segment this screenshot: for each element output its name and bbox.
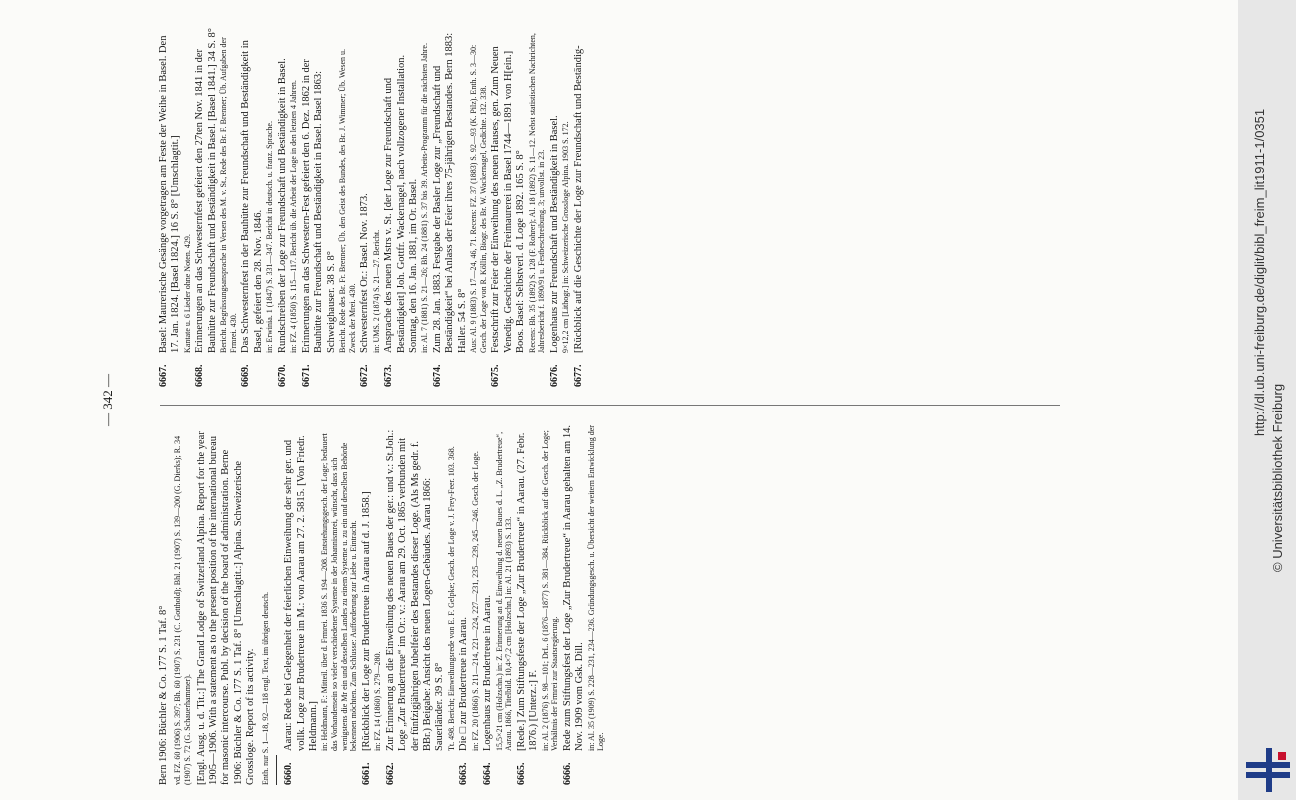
entry-note: Bericht. Begrüssungsansprache in Versen des M. v. St., Rede des Br. F. Brenner; Üb. Aufgaben der Frmrei. 430.: [219, 37, 238, 353]
logo-bar: [1266, 748, 1272, 792]
bibliography-entry: [359, 27, 381, 387]
entry-title: [Rede.] Zum Stiftungsfeste der Loge „Zur Brudertreue“ in Aarau. (27. Febr. 1876.) [Unterz.:] F.: [516, 432, 540, 751]
entry-title: Schwesternfest Or.: Basel. Nov. 1873.: [359, 193, 371, 353]
entry-number: 6666.: [562, 762, 574, 785]
entry-number: 6664.: [482, 762, 494, 785]
entry-number: 6670.: [276, 364, 288, 387]
entry-note: in: UMS. 2 (1874) S. 21—27. Bericht.: [371, 229, 381, 353]
entry-number: 6667.: [158, 364, 169, 387]
bibliography-entry: [490, 27, 546, 387]
entry-title: Aarau: Rede bei Gelegenheit der feierlichen Einweihung der sehr ger. und vollk. Loge zur Brudertreue im M.: von Aarau am 27. 2. 5815. [Von Friedr. Heldmann.]: [283, 435, 320, 751]
logo-dot: [1278, 752, 1286, 760]
bibliography-entry: [516, 425, 560, 785]
bibliography-entry: [573, 27, 585, 387]
entry-title: Erinnerungen an das Schwesternfest gefeiert den 27ten Nov. 1841 in der Bauhütte zur Freundschaft und Beständigkeit in Basel. [Basel 1841.] 34 S. 8°: [194, 28, 218, 353]
bibliography-entry: [562, 425, 606, 785]
entry-title: [Rückblick auf die Geschichte der Loge zur Freundschaft und Beständig-: [572, 45, 584, 353]
section-divider: [276, 755, 277, 785]
library-logo-icon: [1246, 748, 1290, 792]
source-url-link[interactable]: http://dl.ub.uni-freiburg.de/diglit/bibl_freim_lit1911-1/0351: [1252, 108, 1267, 436]
bibliography-entry: [549, 27, 571, 387]
entry-note: in: FZ. 14 (1860) S. 279—280.: [373, 651, 383, 751]
entry-number: 6662.: [384, 762, 396, 785]
entry-note: in: Al. 35 (1909) S. 228—231, 234—236. Gründungsgesch. u. Übersicht der weitern Entwicklung der Loge.: [586, 425, 606, 751]
bibliography-entry: [383, 27, 430, 387]
entry-number: 6663.: [458, 762, 470, 785]
entry-number: 6674.: [432, 364, 444, 387]
bibliography-entry: [194, 27, 238, 387]
entry-title: Zur Erinnerung an die Einweihung des neuen Baues der ger.: und v.: St.Joh.: Loge „Zur Brudertreue“ im Or.: v.: Aarau am 29. Oct. 1865 verbunden mit der fünfzigjährigen Jubelfeier des Bestandes dieser Loge. (Als Ms gedr. f. BBr.) Beigabe: Ansicht des neuen Logen-Gebäudes. Aarau 1866: Sauerländer. 39 S. 8°: [384, 429, 446, 751]
bibliography-entry: [385, 425, 457, 785]
preceding-text: Bern 1906: Büchler & Co. 177 S. 1 Taf. 8°: [158, 605, 169, 785]
entry-note: Recens: Bh. 35 (1892) S. 128 (F. Rohrer); Al. 18 (1892) S. 11—12. Nebst statistischen Nachrichten, Jahresbericht f. 1890/91 u. Festbeschreibung. 3; unvollst. in 23.: [527, 33, 547, 353]
entry-note: in: Al. 7 (1881) S. 21—26; Bh. 24 (1881) S. 37 bis 39. Arbeits-Programm für die nächsten Jahre.: [420, 43, 430, 353]
entry-note: in: Heldmann, F.: Mitteil. über d. Frmrei. 1836 S. 194—208. Entstehungsgesch. der Loge; bedauert das Vorhandensein so vieler verschiedener Systeme in der Johannismrei, wünscht, dass sich wenigstens die Mr ein und desselben Landes zu einem Systeme u. zu ein und derselben Behörde bekennen möchten. Zum Schlusse: Aufforderung zur Liebe u. Eintracht.: [320, 433, 359, 751]
entry-title: Festschrift zur Feier der Einweihung des neuen Hauses, gen. Zum Neuen Venedig. Geschichte der Freimaurerei in Basel 1744—1891 von H[ein.] Boos. Basel: Selbstverl. d. Loge 1892. 165 S. 8°: [490, 46, 527, 353]
bibliography-entry: [301, 27, 357, 387]
bibliography-entry: [458, 425, 480, 785]
preceding-text: [Engl. Ausg. u. d. Tit.:] The Grand Lodge of Switzerland Alpina. Report for the year 1905—1906. With a statement as to the present position of the international bureau for masonic intercourse. Publ. by decision of the board of administration. Berne 1906: Büchler & Co. 177 S. 1 Taf. 8° [Umschlagtit.:] Alpina. Schweizerische Grossloge. Report of its activity.: [195, 431, 257, 785]
entry-title: Rundschreiben der Loge zur Freundschaft und Beständigkeit in Basel.: [276, 58, 288, 353]
entry-number: 6661.: [360, 762, 372, 785]
bibliography-entry: [361, 425, 383, 785]
entry-title: Logenhaus zur Freundschaft und Beständigkeit in Basel.: [548, 115, 560, 353]
entry-title: [Rückblick der Loge zur Brudertreue in Aarau auf d. J. 1858.]: [360, 491, 372, 751]
right-column: [158, 27, 587, 387]
preceding-note: Enth. nur S. 1—18, 92—118 engl. Text, im übrigen deutsch.: [260, 592, 270, 785]
entry-number: 6665.: [516, 762, 528, 785]
entry-note: Bericht. Rede des Br. Fr. Brenner; Üb. den Geist des Bundes, des Br. J. Wimmer; Üb. Wesen u. Zweck der Mrei. 430.: [338, 48, 357, 353]
entry-title: Ansprache des neuen Mstrs v. St. [der Loge zur Freundschaft und Beständigkeit] Joh. Gottfr. Wackernagel, nach vollzogener Installation. Sonntag, den 16. Jan. 1881, im Or. Basel.: [383, 54, 420, 353]
preceding-note: vd. FZ. 60 (1906) S. 397; Bh. 60 (1907) S. 231 (C. Gotthold); Bhl. 21 (1907) S. 139—200 (G. Dierks); R. 34 (1907) S. 72 (G. Schauerhammer).: [173, 435, 192, 785]
entry-title: Basel: Maurerische Gesänge vorgetragen am Feste der Weihe in Basel. Den 17. Jan. 1824. [Basel 1824.] 16 S. 8° [Umschlagtit.]: [158, 35, 182, 353]
entry-note: in: Al. 2 (1876) S. 98—101; DrL. 6 (1876—1877) S. 381—384. Rückblick auf die Gesch. der Loge; Verhältnis der Frmrei zur Staatsregierung.: [540, 430, 560, 751]
entry-note: Kantate u. 6 Lieder ohne Noten. 429.: [182, 234, 192, 353]
bibliography-entry: [283, 425, 359, 785]
entry-title: Zum 28. Jan. 1883. Festgabe der Basler Loge zur „Freundschaft und Beständigkeit“ bei Anlass der Feier ihres 75-jährigen Bestandes. Bern 1883: Haller. 54 S. 8°: [432, 32, 468, 353]
entry-title: Die □ zur Brudertreue in Aarau.: [458, 616, 470, 751]
entry-number: 6660.: [283, 762, 295, 785]
bibliography-entry: [277, 27, 299, 387]
bibliography-entry: [482, 425, 514, 785]
entry-number: 6668.: [194, 364, 206, 387]
bibliography-entry: [432, 27, 488, 387]
rotated-text-block: [100, 15, 1080, 785]
entry-number: 6669.: [240, 364, 252, 387]
entry-number: 6672.: [359, 364, 371, 387]
page-number: — 342 —: [100, 374, 115, 426]
entry-number: 6677.: [572, 364, 584, 387]
entry-note: Aus: Al. 9 (1883) S. 17—24, 46, 71. Recens: FZ. 37 (1883) S. 92—93 (K. Pilz). Enth. S. 3—30: Gesch. der Loge von R. Köllin, Biogr. des Br. W. Wackernagel, Gedichte. 132. 338.: [469, 44, 488, 353]
entry-number: 6671.: [300, 364, 312, 387]
left-column: [158, 425, 608, 785]
entry-note: 15,5×21 cm (Holzschn.) in: Z. Erinnerung an d. Einweihung d. neuen Baues d. L. „Z. Brudertreue“, Aarau. 1866, Titelbild. 10,4×7,2 cm [Holzschn.] in: Al. 21 (1893) S. 133.: [494, 431, 514, 751]
column-divider: [160, 405, 1060, 406]
bibliography-entry: [158, 27, 192, 387]
entry-note: in: FZ. 4 (1850) S. 115—117. Bericht üb. die Arbeit der Loge in den letzten 4 Jahren.: [289, 80, 299, 353]
entry-note: 9×12,2 cm [Lithogr.] in: Schweizerische Grossloge Alpina. 1903 S. 172.: [561, 121, 571, 353]
entry-number: 6675.: [490, 364, 502, 387]
entry-title: Das Schwesternfest in der Bauhütte zur Freundschaft und Beständigkeit in Basel, gefeiert den 28. Nov. 1846.: [240, 40, 264, 353]
entry-title: Erinnerungen an das Schwestern-Fest gefeiert den 6. Dez. 1862 in der Bauhütte zur Freundschaft und Beständigkeit in Basel. Basel 1863: Schweighauser. 38 S. 8°: [300, 59, 337, 353]
entry-note: in: FZ. 20 (1866) S. 211—214, 221—224, 227—231, 235—239, 245—246. Gesch. der Loge.: [470, 451, 480, 751]
entry-number: 6676.: [548, 364, 560, 387]
sidebar-band: [1238, 0, 1296, 800]
entry-note: in: Erwinia. 1 (1847) S. 331—347. Bericht in deutsch. u. franz. Sprache.: [265, 121, 275, 353]
entry-number: 6673.: [383, 364, 395, 387]
bibliography-entry: [240, 27, 274, 387]
copyright-notice: © Universitätsbibliothek Freiburg: [1270, 383, 1285, 572]
entry-title: Rede zum Stiftungsfest der Loge „Zur Brudertreue“ in Aarau gehalten am 14. Nov. 1909 vom Gsk. Dill.: [562, 425, 586, 751]
entry-note: Tt. 498. Bericht; Einweihungsrede von E. F. Gelpke; Gesch. der Loge v. J. Frey-Feer. 103. 368.: [446, 446, 456, 751]
entry-title: Logenhaus zur Brudertreue in Aarau.: [482, 595, 494, 751]
